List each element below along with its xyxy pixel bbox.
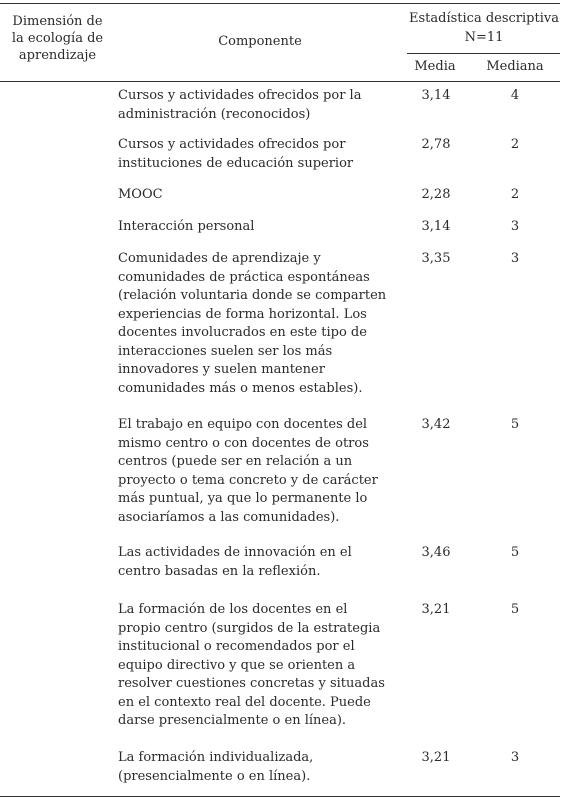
header-median: Mediana bbox=[486, 59, 544, 74]
row-mean: 3,21 bbox=[421, 602, 451, 617]
row-component: Comunidades de aprendizaje y comunidades de práctica espontáneas (relación voluntaria donde se comparten experiencias de forma horizontal. Los docentes involucrados en este tipo de interacciones suelen ser los más innovadores y suelen mantener comunidades más o menos estables). bbox=[118, 251, 387, 396]
row-component: Interacción personal bbox=[118, 219, 255, 234]
stats-group-rule bbox=[407, 53, 560, 54]
row-median: 3 bbox=[510, 251, 520, 266]
row-mean: 3,14 bbox=[421, 88, 451, 103]
row-mean: 2,78 bbox=[421, 137, 451, 152]
row-median: 2 bbox=[510, 187, 520, 202]
row-mean: 3,46 bbox=[421, 545, 451, 560]
row-component: Las actividades de innovación en el centro basadas en la reflexión. bbox=[118, 545, 352, 579]
header-rule bbox=[0, 81, 560, 82]
row-median: 5 bbox=[510, 545, 520, 560]
row-component: Cursos y actividades ofrecidos por la administración (reconocidos) bbox=[118, 88, 362, 122]
row-median: 3 bbox=[510, 219, 520, 234]
row-component: La formación individualizada, (presencialmente o en línea). bbox=[118, 750, 314, 784]
header-dimension: Dimensión de la ecología de aprendizaje bbox=[11, 14, 104, 63]
row-mean: 2,28 bbox=[421, 187, 451, 202]
row-mean: 3,14 bbox=[421, 219, 451, 234]
header-stats-group: Estadística descriptiva N=11 bbox=[409, 11, 559, 45]
header-mean: Media bbox=[414, 59, 456, 74]
row-component: La formación de los docentes en el propio centro (surgidos de la estrategia institucional o recomendados por el equipo directivo y que se orienten a resolver cuestiones concretas y situadas en el contexto real del docente. Puede darse presencialmente o en línea). bbox=[118, 602, 385, 728]
top-rule bbox=[0, 3, 560, 4]
row-median: 4 bbox=[510, 88, 520, 103]
bottom-rule bbox=[0, 796, 560, 797]
row-median: 5 bbox=[510, 602, 520, 617]
header-component: Componente bbox=[218, 34, 302, 49]
row-component: MOOC bbox=[118, 187, 163, 202]
row-mean: 3,35 bbox=[421, 251, 451, 266]
row-mean: 3,42 bbox=[421, 417, 451, 432]
row-component: El trabajo en equipo con docentes del mismo centro o con docentes de otros centros (puede ser en relación a un proyecto o tema concreto y de carácter más puntual, ya que lo permanente lo asociaríamos a las comunidades). bbox=[118, 417, 378, 525]
row-median: 3 bbox=[510, 750, 520, 765]
row-mean: 3,21 bbox=[421, 750, 451, 765]
row-component: Cursos y actividades ofrecidos por instituciones de educación superior bbox=[118, 137, 354, 171]
row-median: 2 bbox=[510, 137, 520, 152]
row-median: 5 bbox=[510, 417, 520, 432]
